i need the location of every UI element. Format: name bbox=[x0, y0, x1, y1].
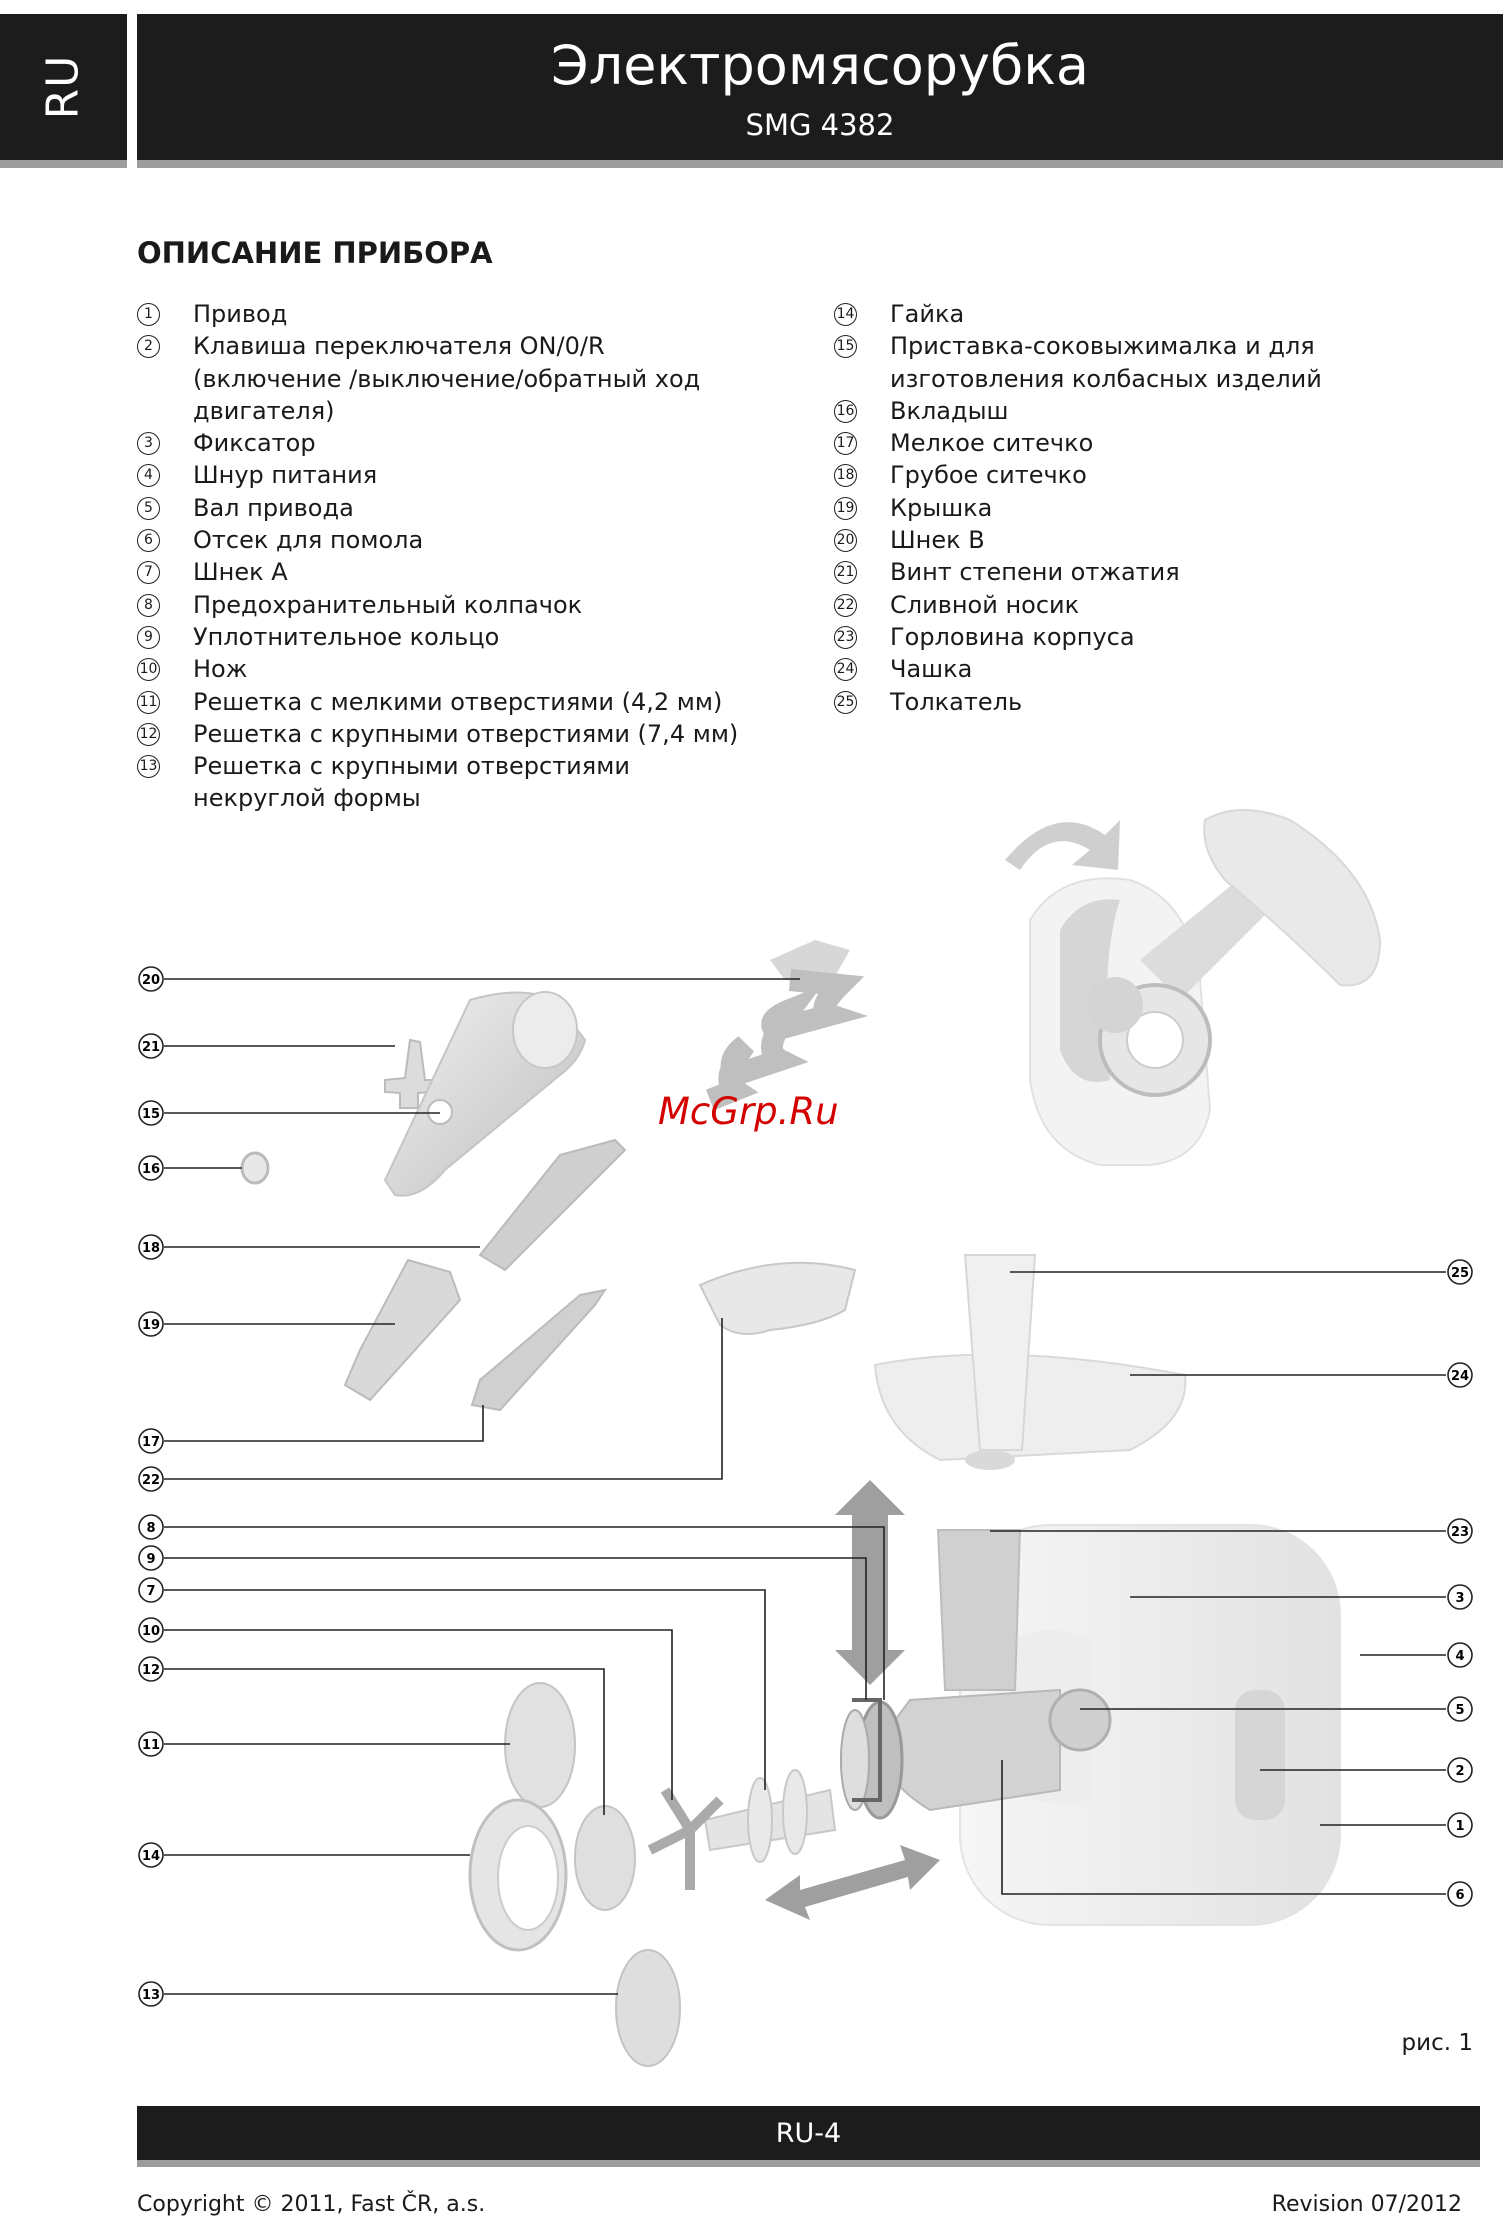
part-label: Отсек для помола bbox=[193, 526, 424, 555]
part-label: Решетка с крупными отверстиями (7,4 мм) bbox=[193, 719, 739, 748]
part-item-21 bbox=[834, 556, 1474, 588]
part-item-2 bbox=[137, 330, 757, 427]
part-number: 4 bbox=[137, 464, 160, 487]
callout-7 bbox=[139, 1578, 163, 1602]
parts-list-right bbox=[834, 298, 1474, 718]
part-number: 14 bbox=[834, 303, 857, 326]
revision-text: Revision 07/2012 bbox=[1271, 2192, 1462, 2217]
callout-19 bbox=[139, 1312, 163, 1336]
copyright-text: Copyright © 2011, Fast ČR, a.s. bbox=[137, 2192, 486, 2217]
tray bbox=[875, 1355, 1185, 1460]
svg-text:14: 14 bbox=[141, 1849, 161, 1864]
tab-shadow bbox=[0, 160, 127, 168]
callout-6 bbox=[1448, 1882, 1472, 1906]
svg-text:18: 18 bbox=[141, 1241, 161, 1256]
part-item-5 bbox=[137, 492, 757, 524]
part-number: 7 bbox=[137, 561, 160, 584]
part-item-14 bbox=[834, 298, 1474, 330]
part-number: 24 bbox=[834, 658, 857, 681]
part-label: Шнек A bbox=[193, 558, 288, 587]
part-label: Сливной носик bbox=[890, 590, 1080, 619]
callout-16 bbox=[139, 1156, 163, 1180]
part-item-7 bbox=[137, 556, 757, 588]
part-label: Горловина корпуса bbox=[890, 622, 1135, 651]
shaped-plate bbox=[616, 1950, 680, 2066]
part-item-4 bbox=[137, 459, 757, 491]
part-number: 13 bbox=[137, 755, 160, 778]
svg-text:11: 11 bbox=[141, 1738, 161, 1753]
callout-25 bbox=[1448, 1260, 1472, 1284]
footer-shadow bbox=[137, 2160, 1480, 2167]
part-number: 21 bbox=[834, 561, 857, 584]
part-number: 10 bbox=[137, 658, 160, 681]
svg-text:2: 2 bbox=[1455, 1764, 1465, 1779]
grinder-neck bbox=[938, 1530, 1020, 1690]
header-bar bbox=[137, 14, 1503, 160]
callout-23 bbox=[1448, 1519, 1472, 1543]
part-item-17 bbox=[834, 427, 1474, 459]
part-label: Решетка с мелкими отверстиями (4,2 мм) bbox=[193, 687, 723, 716]
part-item-15 bbox=[834, 330, 1474, 395]
part-label: Шнек B bbox=[890, 526, 985, 555]
part-number: 1 bbox=[137, 303, 160, 326]
coarse-plate bbox=[575, 1806, 635, 1910]
part-number: 12 bbox=[137, 723, 160, 746]
callout-14 bbox=[139, 1843, 163, 1867]
part-item-19 bbox=[834, 492, 1474, 524]
part-label: Фиксатор bbox=[193, 429, 316, 458]
rotated-unit-illustration bbox=[1005, 810, 1380, 1165]
part-label: Приставка-соковыжималка и для изготовления колбасных изделий bbox=[890, 332, 1322, 393]
part-number: 5 bbox=[137, 497, 160, 520]
svg-text:15: 15 bbox=[141, 1107, 161, 1122]
callout-22 bbox=[139, 1467, 163, 1491]
callout-9 bbox=[139, 1546, 163, 1570]
part-item-24 bbox=[834, 653, 1474, 685]
part-item-3 bbox=[137, 427, 757, 459]
part-number: 19 bbox=[834, 497, 857, 520]
part-label: Толкатель bbox=[890, 687, 1023, 716]
callout-1 bbox=[1448, 1813, 1472, 1837]
part-number: 17 bbox=[834, 432, 857, 455]
part-label: Винт степени отжатия bbox=[890, 558, 1180, 587]
part-label: Привод bbox=[193, 300, 288, 328]
part-number: 9 bbox=[137, 626, 160, 649]
part-number: 6 bbox=[137, 529, 160, 552]
svg-text:24: 24 bbox=[1450, 1369, 1470, 1384]
callout-17 bbox=[139, 1429, 163, 1453]
part-label: Шнур питания bbox=[193, 461, 378, 490]
callout-2 bbox=[1448, 1758, 1472, 1782]
part-label: Мелкое ситечко bbox=[890, 429, 1094, 458]
svg-text:12: 12 bbox=[141, 1663, 161, 1678]
part-number: 16 bbox=[834, 400, 857, 423]
coarse-sieve bbox=[480, 1140, 625, 1270]
callout-12 bbox=[139, 1657, 163, 1681]
svg-text:23: 23 bbox=[1450, 1525, 1470, 1540]
part-label: Решетка с крупными отверстиями некруглой формы bbox=[193, 752, 630, 813]
parts-list-left bbox=[137, 298, 757, 815]
part-item-23 bbox=[834, 621, 1474, 653]
svg-text:17: 17 bbox=[141, 1435, 161, 1450]
svg-text:7: 7 bbox=[146, 1584, 156, 1599]
svg-text:3: 3 bbox=[1455, 1591, 1465, 1606]
svg-text:9: 9 bbox=[146, 1552, 156, 1567]
fine-plate bbox=[505, 1683, 575, 1807]
part-item-10 bbox=[137, 653, 757, 685]
part-item-6 bbox=[137, 524, 757, 556]
part-label: Предохранительный колпачок bbox=[193, 590, 583, 619]
svg-text:19: 19 bbox=[141, 1318, 161, 1333]
svg-text:20: 20 bbox=[141, 973, 161, 988]
callout-20 bbox=[139, 967, 163, 991]
callout-4 bbox=[1448, 1643, 1472, 1667]
part-item-25 bbox=[834, 686, 1474, 718]
part-number: 15 bbox=[834, 335, 857, 358]
part-number: 8 bbox=[137, 594, 160, 617]
header-shadow bbox=[137, 160, 1503, 168]
svg-text:21: 21 bbox=[141, 1040, 161, 1055]
part-label: Вал привода bbox=[193, 493, 354, 522]
section-title: ОПИСАНИЕ ПРИБОРА bbox=[137, 236, 493, 270]
part-item-8 bbox=[137, 589, 757, 621]
language-label: RU bbox=[37, 54, 89, 120]
part-label: Грубое ситечко bbox=[890, 461, 1087, 490]
grinding-chamber bbox=[880, 1690, 1060, 1810]
figure-label: рис. 1 bbox=[1401, 2030, 1473, 2056]
fine-sieve bbox=[472, 1290, 605, 1410]
callout-24 bbox=[1448, 1363, 1472, 1387]
part-number: 11 bbox=[137, 691, 160, 714]
callout-15 bbox=[139, 1101, 163, 1125]
svg-text:10: 10 bbox=[141, 1624, 161, 1639]
language-tab bbox=[0, 14, 127, 160]
part-number: 20 bbox=[834, 529, 857, 552]
part-label: Крышка bbox=[890, 493, 993, 522]
part-number: 25 bbox=[834, 691, 857, 714]
svg-text:6: 6 bbox=[1455, 1888, 1465, 1903]
page-number: RU-4 bbox=[775, 2118, 842, 2149]
model-number: SMG 4382 bbox=[745, 108, 895, 142]
part-number: 2 bbox=[137, 335, 160, 358]
part-number: 22 bbox=[834, 594, 857, 617]
svg-text:8: 8 bbox=[146, 1521, 156, 1536]
part-item-9 bbox=[137, 621, 757, 653]
page-title: Электромясорубка bbox=[550, 34, 1090, 97]
callout-18 bbox=[139, 1235, 163, 1259]
part-label: Гайка bbox=[890, 300, 965, 328]
part-label: Нож bbox=[193, 655, 248, 684]
part-item-12 bbox=[137, 718, 757, 750]
part-item-20 bbox=[834, 524, 1474, 556]
part-item-11 bbox=[137, 686, 757, 718]
callout-11 bbox=[139, 1732, 163, 1756]
part-item-16 bbox=[834, 395, 1474, 427]
callout-13 bbox=[139, 1982, 163, 2006]
exploded-diagram bbox=[0, 790, 1503, 2090]
part-label: Вкладыш bbox=[890, 396, 1009, 425]
insert-ring bbox=[242, 1153, 268, 1183]
callout-10 bbox=[139, 1618, 163, 1642]
svg-text:4: 4 bbox=[1455, 1649, 1465, 1664]
cover bbox=[345, 1260, 460, 1400]
watermark: McGrp.Ru bbox=[658, 1090, 839, 1133]
svg-text:1: 1 bbox=[1455, 1819, 1465, 1834]
callout-3 bbox=[1448, 1585, 1472, 1609]
svg-text:5: 5 bbox=[1455, 1703, 1465, 1718]
rotate-arrow bbox=[1005, 820, 1120, 870]
part-number: 3 bbox=[137, 432, 160, 455]
callout-8 bbox=[139, 1515, 163, 1539]
drain-spout bbox=[700, 1263, 855, 1334]
horizontal-arrow bbox=[765, 1845, 940, 1920]
part-label: Уплотнительное кольцо bbox=[193, 622, 500, 651]
footer-bar bbox=[137, 2106, 1480, 2160]
accessories-illustration bbox=[242, 940, 855, 1410]
part-label: Чашка bbox=[890, 655, 973, 684]
part-item-1 bbox=[137, 298, 757, 330]
svg-text:22: 22 bbox=[141, 1473, 161, 1488]
svg-text:13: 13 bbox=[141, 1988, 161, 2003]
vertical-arrow bbox=[835, 1480, 905, 1685]
part-number: 23 bbox=[834, 626, 857, 649]
part-number: 18 bbox=[834, 464, 857, 487]
callout-21 bbox=[139, 1034, 163, 1058]
part-label: Клавиша переключателя ON/0/R (включение /выключение/обратный ход двигателя) bbox=[193, 332, 701, 425]
svg-text:16: 16 bbox=[141, 1162, 161, 1177]
svg-text:25: 25 bbox=[1450, 1266, 1470, 1281]
callout-5 bbox=[1448, 1697, 1472, 1721]
part-item-18 bbox=[834, 459, 1474, 491]
part-item-22 bbox=[834, 589, 1474, 621]
